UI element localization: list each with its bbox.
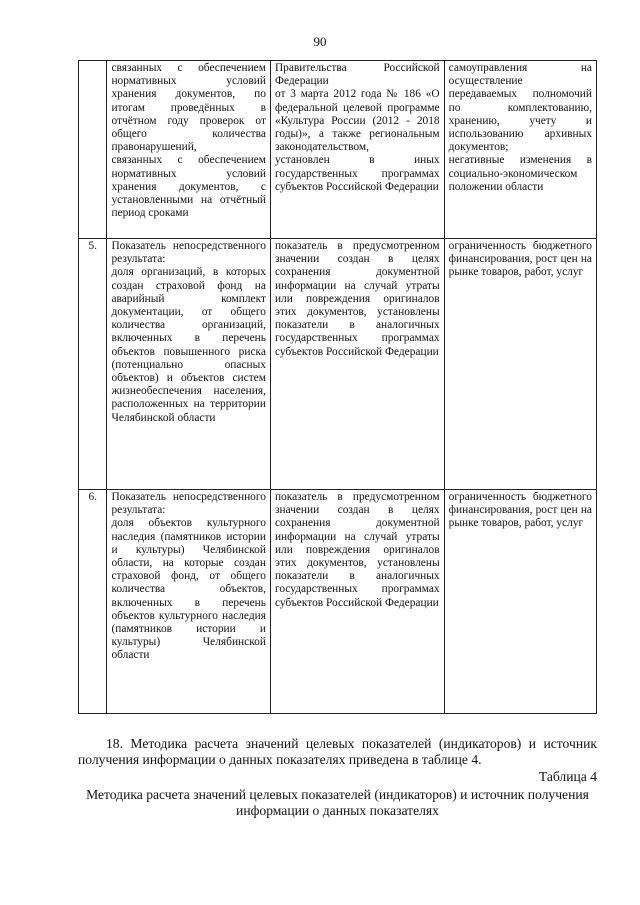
basis-cell: Правительства Российской Федерации от 3 марта 2012 года № 186 «О федеральной целевой программе «Культура России (2012 - 2018 годы)», а также региональным законодательством, установлен в иных государственных программах субъектов Российской Федерации [274,62,440,193]
factors-cell: ограниченность бюджетного финансирования, рост цен на рынке товаров, работ, услуг [448,240,592,279]
indicator-cell: Показатель непосредственного результата: доля объектов культурного наследия (памятников истории и культуры) Челябинской области, на которые создан страховой фонд, от общего количества объектов, включенных в перечень объектов культурного наследия (памятников истории и культуры) Челябинской области [111,491,266,662]
indicators-table [78,60,597,714]
page-number: 90 [313,34,327,49]
table-row [79,239,597,490]
factors-cell: самоуправления на осуществление передаваемых полномочий по комплектованию, хранению, учету и использованию архивных документов; негативные изменения в социально-экономическом положении области [448,62,592,193]
table-label: Таблица 4 [538,769,597,784]
basis-cell: показатель в предусмотренном значении создан в целях сохранения документной информации на случай утраты или повреждения оригиналов этих документов, установлены показатели в аналогичных государственных программах субъектов Российской Федерации [274,240,440,358]
factors-cell: ограниченность бюджетного финансирования, рост цен на рынке товаров, работ, услуг [448,491,592,530]
row-number: 5. [79,239,107,490]
indicator-cell: связанных с обеспечением нормативных условий хранения документов, по итогам проведённых в отчётном году проверок от общего количества правонарушений, связанных с обеспечением нормативных условий хранения документов, с установленными на отчётный период сроками [111,62,266,220]
table-row [79,61,597,239]
table-title: Методика расчета значений целевых показателей (индикаторов) и источник получения информации о данных показателях [86,787,589,818]
body-paragraph: 18. Методика расчета значений целевых показателей (индикаторов) и источник получения информации о данных показателях приведена в таблице 4. [78,736,597,767]
basis-cell: показатель в предусмотренном значении создан в целях сохранения документной информации на случай утраты или повреждения оригиналов этих документов, установлены показатели в аналогичных государственных программах субъектов Российской Федерации [274,491,440,609]
row-number [79,61,107,239]
row-number: 6. [79,490,107,714]
table-row [79,490,597,714]
indicator-cell: Показатель непосредственного результата: доля организаций, в которых создан страховой фонд на аварийный комплект документации, от общего количества организаций, включенных в перечень объектов повышенного риска (потенциально опасных объектов) и объектов систем жизнеобеспечения населения, расположенных на территории Челябинской области [111,240,266,424]
